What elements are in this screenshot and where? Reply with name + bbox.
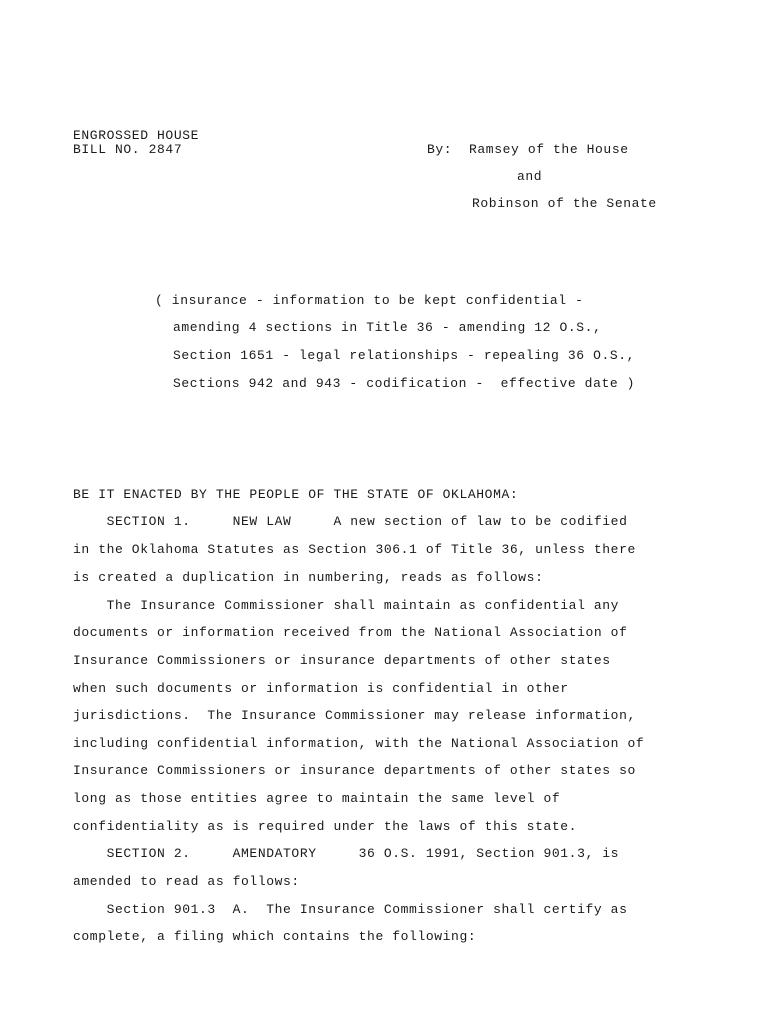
- body-line: Insurance Commissioners or insurance departments of other states so: [73, 763, 636, 778]
- body-line: Section 901.3 A. The Insurance Commissioner shall certify as: [73, 902, 628, 917]
- body-line: jurisdictions. The Insurance Commissioner may release information,: [73, 708, 636, 723]
- author-conjunction: and: [517, 169, 543, 184]
- body-line: including confidential information, with the National Association of: [73, 736, 645, 751]
- caption-line: Sections 942 and 943 - codification - effective date ): [173, 376, 636, 391]
- body-line: Insurance Commissioners or insurance departments of other states: [73, 653, 611, 668]
- body-line: SECTION 1. NEW LAW A new section of law to be codified: [73, 514, 628, 529]
- enacting-clause: BE IT ENACTED BY THE PEOPLE OF THE STATE OF OKLAHOMA:: [73, 487, 519, 502]
- caption-line: amending 4 sections in Title 36 - amending 12 O.S.,: [173, 320, 602, 335]
- body-line: in the Oklahoma Statutes as Section 306.1 of Title 36, unless there: [73, 542, 636, 557]
- bill-title-line2: BILL NO. 2847: [73, 142, 183, 157]
- body-line: confidentiality as is required under the laws of this state.: [73, 819, 578, 834]
- caption-line: ( insurance - information to be kept confidential -: [155, 293, 584, 308]
- body-line: is created a duplication in numbering, reads as follows:: [73, 570, 544, 585]
- body-line: complete, a filing which contains the following:: [73, 929, 477, 944]
- body-line: long as those entities agree to maintain the same level of: [73, 791, 561, 806]
- bill-title-line1: ENGROSSED HOUSE: [73, 128, 200, 143]
- body-line: documents or information received from the National Association of: [73, 625, 628, 640]
- author-house: By: Ramsey of the House: [427, 142, 629, 157]
- author-senate: Robinson of the Senate: [472, 196, 657, 211]
- caption-line: Section 1651 - legal relationships - repealing 36 O.S.,: [173, 348, 636, 363]
- body-line: amended to read as follows:: [73, 874, 300, 889]
- body-line: SECTION 2. AMENDATORY 36 O.S. 1991, Section 901.3, is: [73, 846, 620, 861]
- body-line: when such documents or information is confidential in other: [73, 681, 569, 696]
- body-line: The Insurance Commissioner shall maintain as confidential any: [73, 598, 620, 613]
